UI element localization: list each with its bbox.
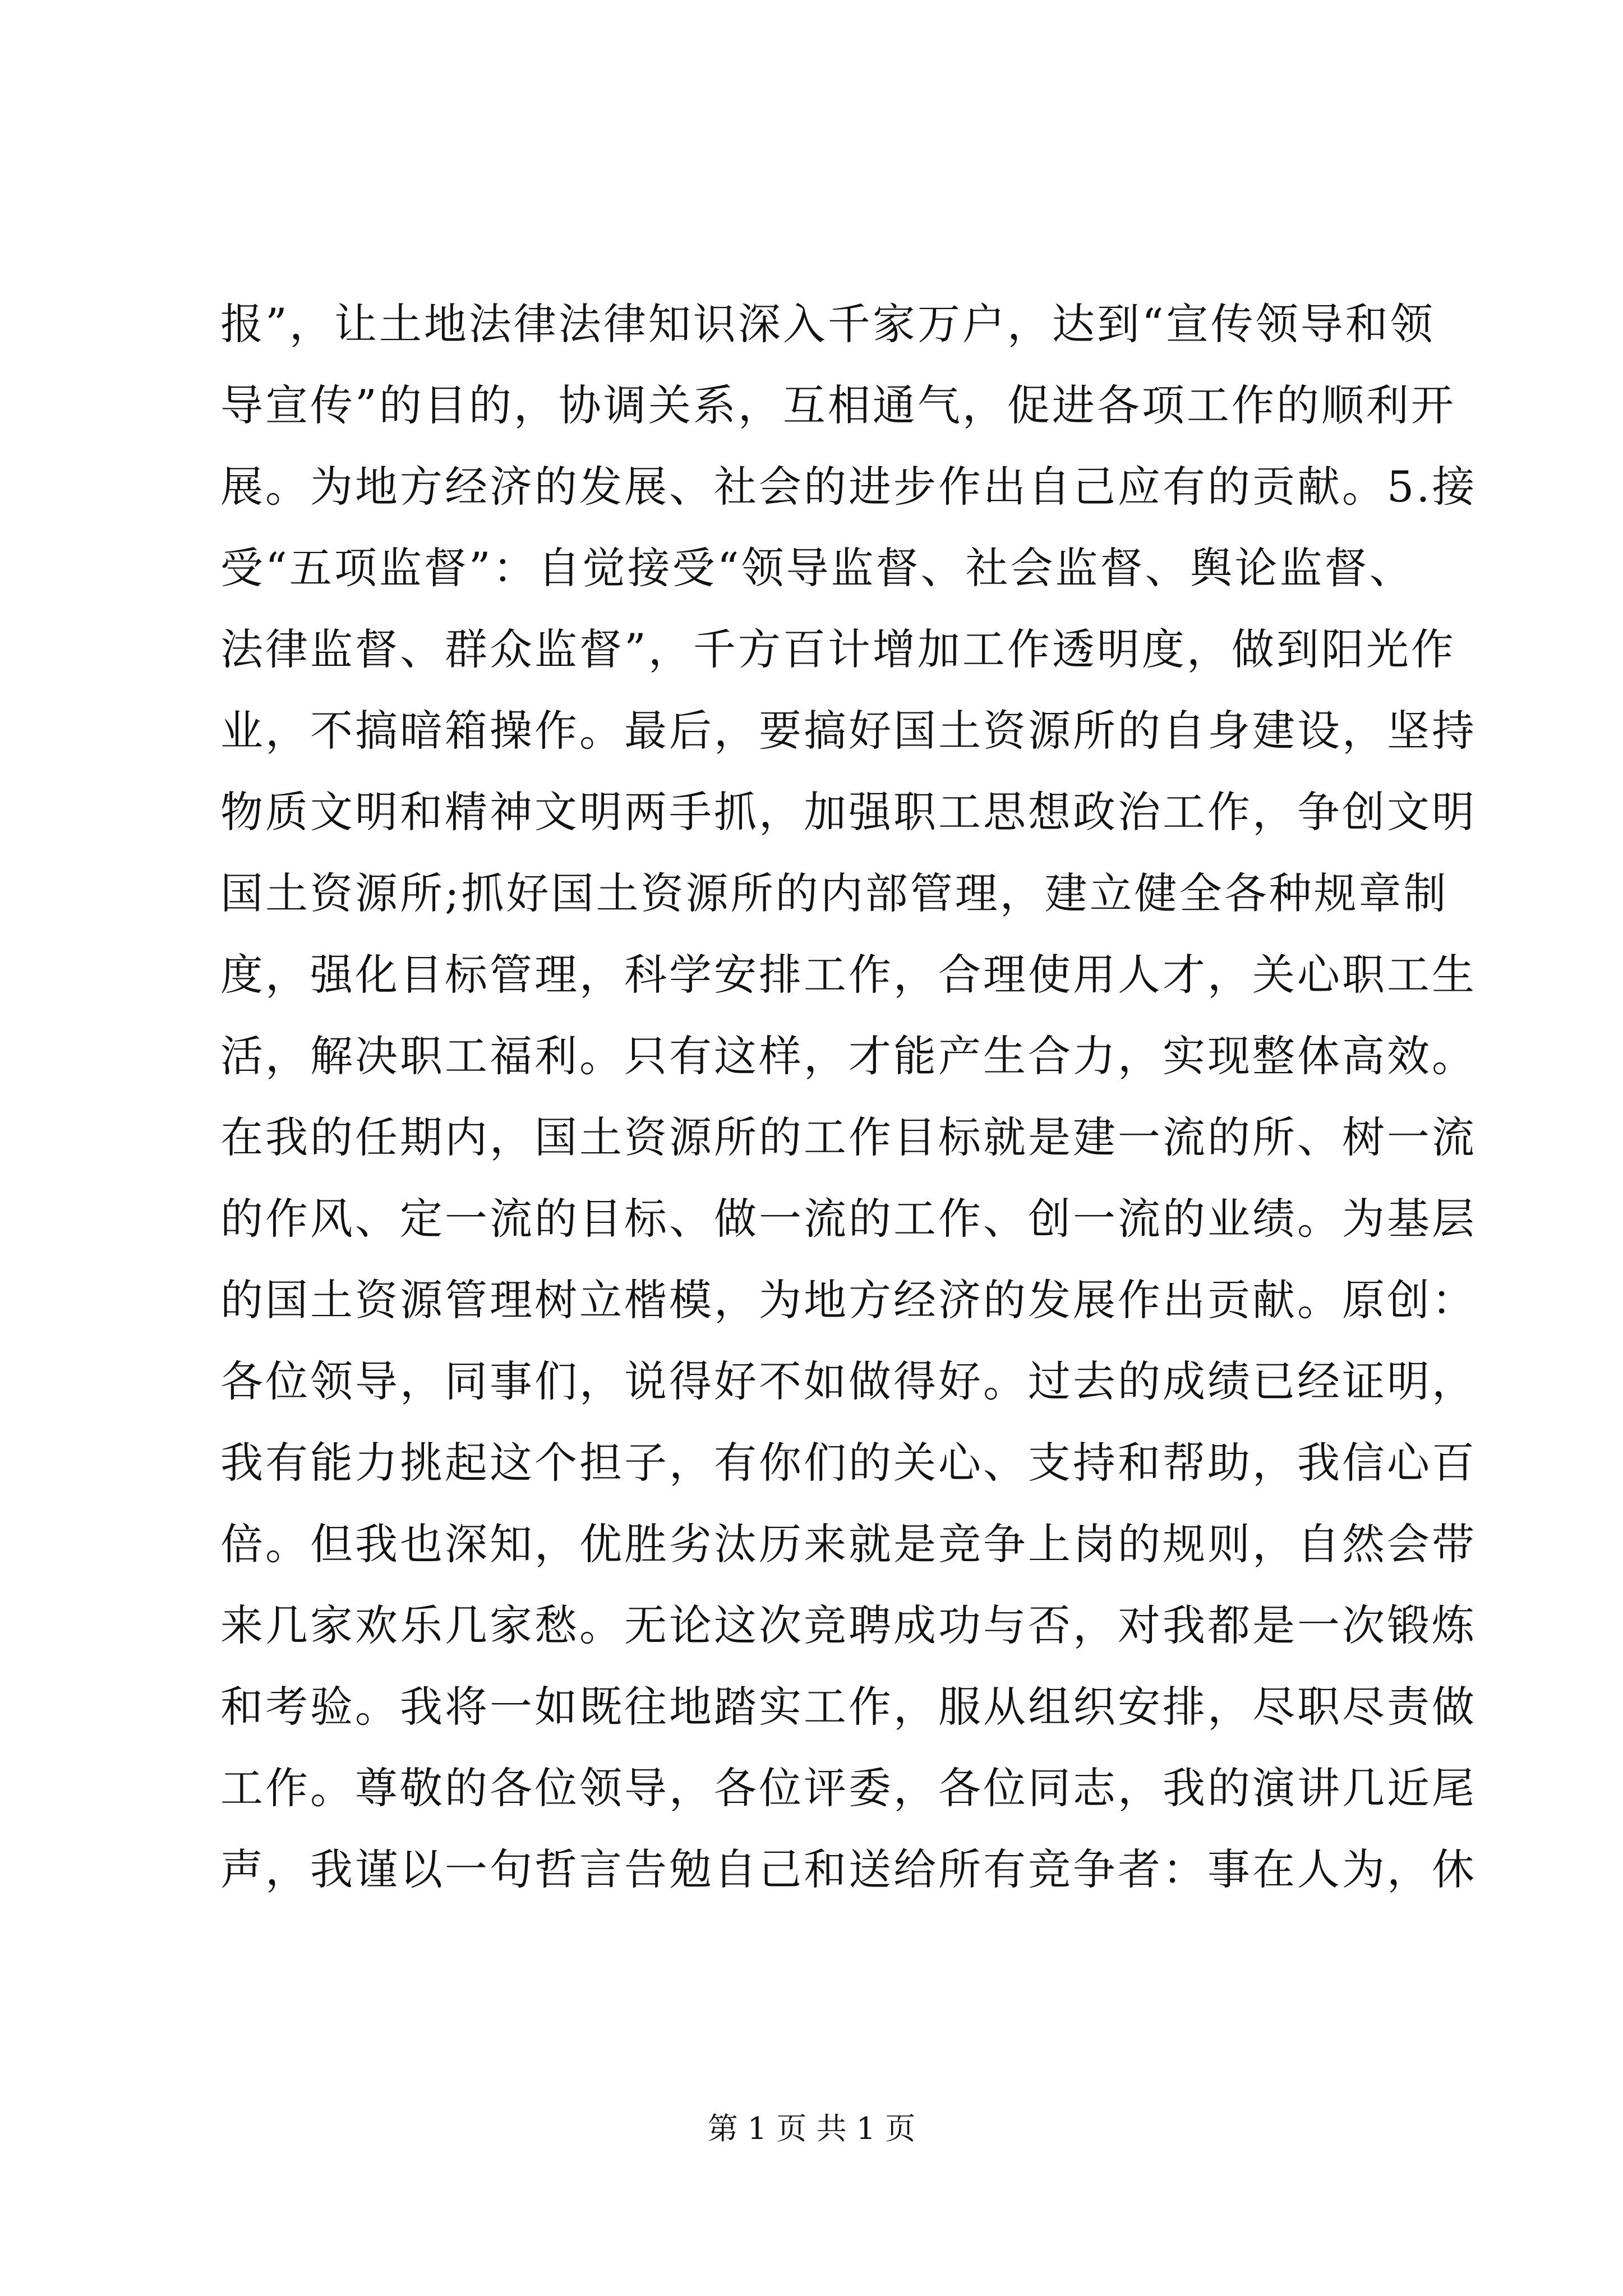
text-line: 声，我谨以一句哲言告勉自己和送给所有竞争者：事在人为，休 (220, 1844, 1477, 1894)
text-line: 来几家欢乐几家愁。无论这次竞聘成功与否，对我都是一次锻炼 (220, 1600, 1477, 1650)
body-text (220, 283, 1477, 1910)
text-line: 倍。但我也深知，优胜劣汰历来就是竞争上岗的规则，自然会带 (220, 1519, 1477, 1569)
text-line: 我有能力挑起这个担子，有你们的关心、支持和帮助，我信心百 (220, 1438, 1477, 1488)
text-line: 活，解决职工福利。只有这样，才能产生合力，实现整体高效。 (220, 1031, 1477, 1081)
text-line: 导宣传”的目的，协调关系，互相通气，促进各项工作的顺利开 (220, 380, 1456, 430)
text-line: 在我的任期内，国土资源所的工作目标就是建一流的所、树一流 (220, 1112, 1477, 1162)
page-footer (0, 2106, 1623, 2151)
text-line: 工作。尊敬的各位领导，各位评委，各位同志，我的演讲几近尾 (220, 1763, 1477, 1813)
text-line: 法律监督、群众监督”，千方百计增加工作透明度，做到阳光作 (220, 624, 1456, 674)
text-line: 展。为地方经济的发展、社会的进步作出自己应有的贡献。5.接 (220, 462, 1477, 512)
text-line: 的作风、定一流的目标、做一流的工作、创一流的业绩。为基层 (220, 1194, 1477, 1244)
text-line: 国土资源所;抓好国土资源所的内部管理，建立健全各种规章制 (220, 868, 1449, 918)
text-line: 的国土资源管理树立楷模，为地方经济的发展作出贡献。原创： (220, 1275, 1477, 1325)
text-line: 度，强化目标管理，科学安排工作，合理使用人才，关心职工生 (220, 950, 1477, 1000)
text-line: 和考验。我将一如既往地踏实工作，服从组织安排，尽职尽责做 (220, 1682, 1477, 1732)
text-line: 各位领导，同事们，说得好不如做得好。过去的成绩已经证明， (220, 1356, 1477, 1406)
text-line: 受“五项监督”：自觉接受“领导监督、社会监督、舆论监督、 (220, 543, 1414, 593)
text-line: 报”，让土地法律法律知识深入千家万户，达到“宣传领导和领 (220, 299, 1435, 349)
text-line: 物质文明和精神文明两手抓，加强职工思想政治工作，争创文明 (220, 787, 1477, 837)
page-number-label: 第 1 页 共 1 页 (707, 2111, 916, 2146)
text-line: 业，不搞暗箱操作。最后，要搞好国土资源所的自身建设，坚持 (220, 706, 1477, 756)
